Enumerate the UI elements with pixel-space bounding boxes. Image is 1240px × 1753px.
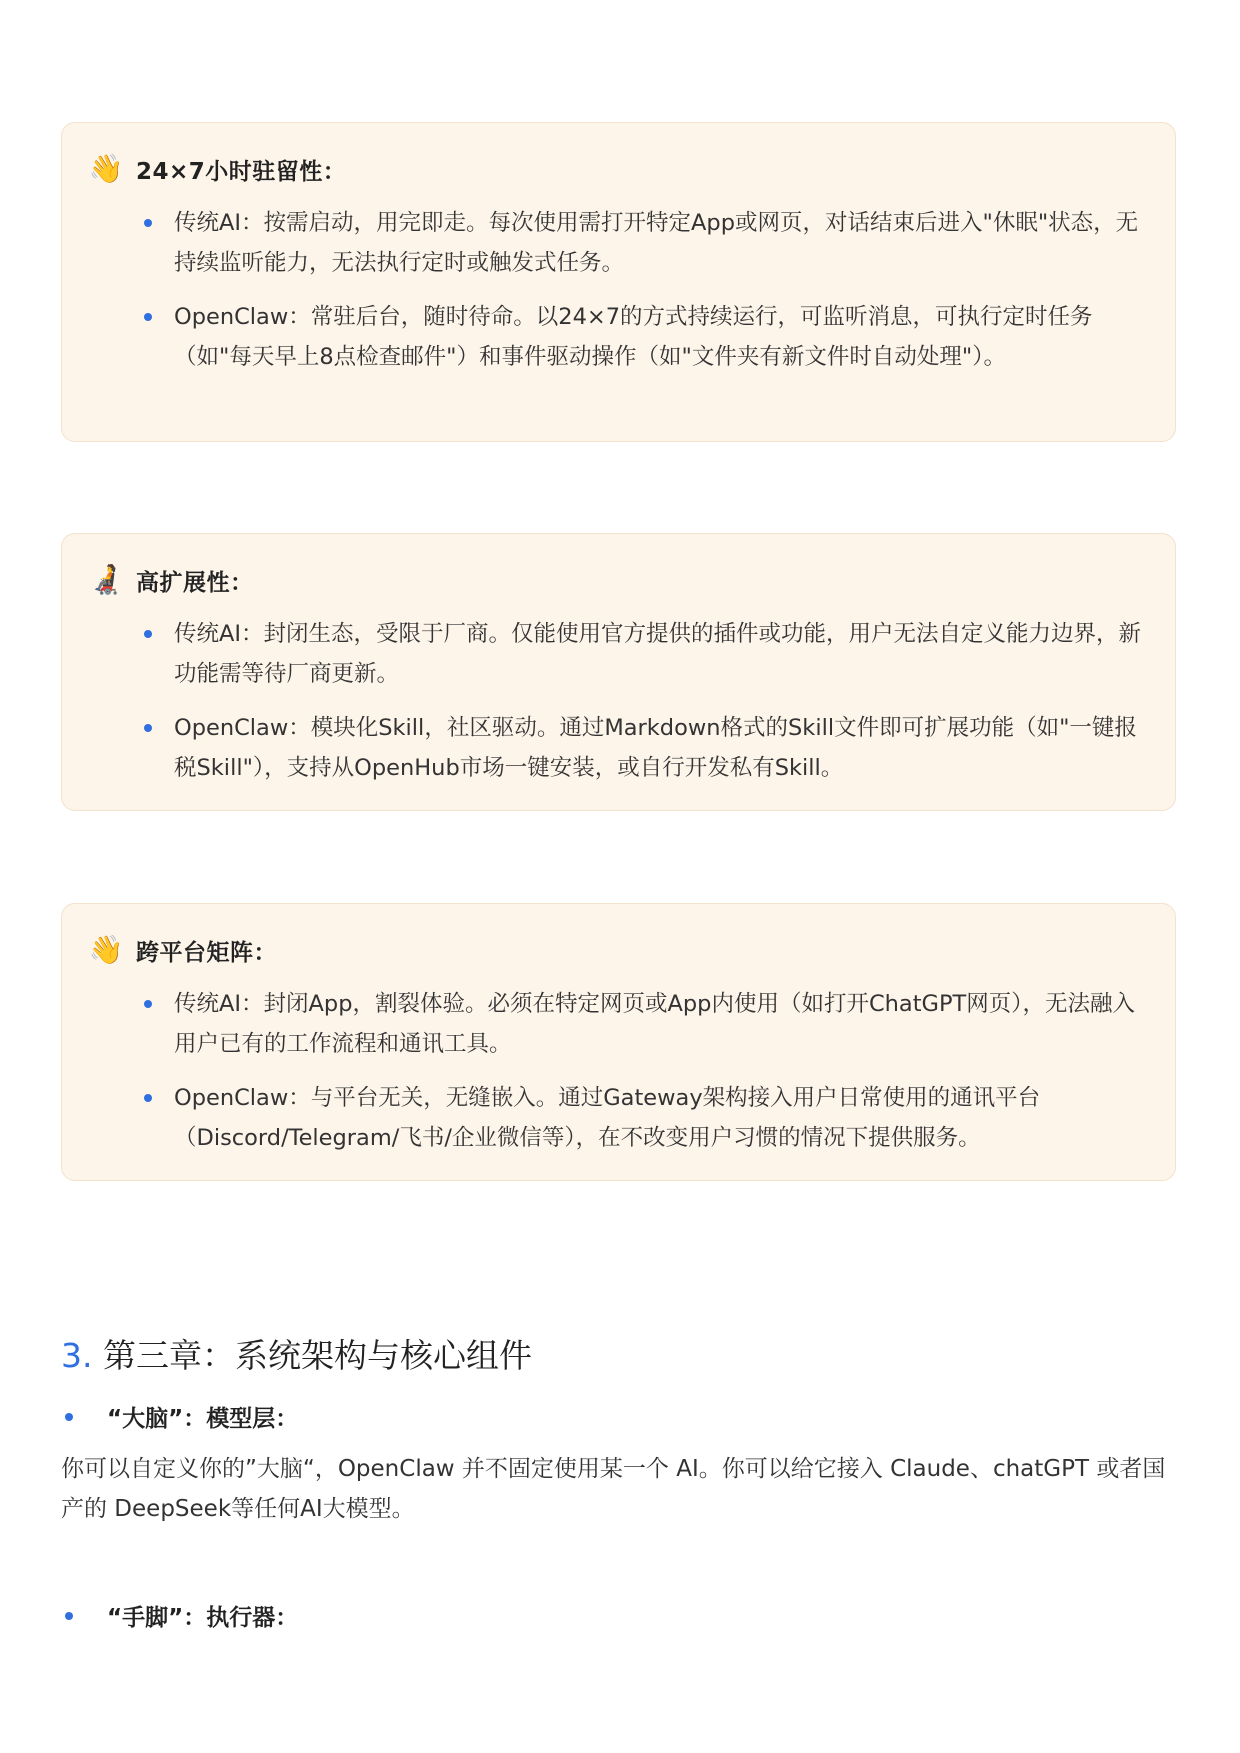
section-heading [61, 1330, 532, 1377]
list-item-text: 传统AI：按需启动，用完即走。每次使用需打开特定App或网页，对话结束后进入"休眠"状态，无持续监听能力，无法执行定时或触发式任务。 [174, 210, 1139, 276]
callout-title: 跨平台矩阵： [136, 939, 277, 966]
list-item [62, 1078, 1177, 1158]
callout-cross-platform [61, 903, 1176, 1181]
bullet-dot [65, 1612, 73, 1620]
section-title: 第三章：系统架构与核心组件 [103, 1336, 532, 1375]
bullet-dot [144, 313, 152, 321]
callout-list [62, 614, 1177, 802]
list-item [62, 203, 1177, 283]
callout-title: 高扩展性： [136, 569, 254, 596]
bullet-heading-text: “手脚”：执行器： [107, 1605, 299, 1631]
list-item-text: 传统AI：封闭生态，受限于厂商。仅能使用官方提供的插件或功能，用户无法自定义能力边界，新功能需等待厂商更新。 [174, 621, 1142, 687]
list-item-text: OpenClaw：与平台无关，无缝嵌入。通过Gateway架构接入用户日常使用的通讯平台（Discord/Telegram/飞书/企业微信等），在不改变用户习惯的情况下提供服务。 [174, 1085, 1041, 1151]
callout-extensibility [61, 533, 1176, 811]
bullet-dot [65, 1413, 73, 1421]
bullet-dot [144, 219, 152, 227]
bullet-dot [144, 630, 152, 638]
bullet-dot [144, 1000, 152, 1008]
callout-title: 24×7小时驻留性： [136, 158, 347, 185]
callout-persistence [61, 122, 1176, 442]
callout-header [86, 149, 346, 189]
list-item [62, 708, 1177, 788]
list-item [62, 297, 1177, 377]
section-number: 3. [61, 1336, 93, 1375]
person-in-wheelchair-icon: 🧑‍🦼 [88, 563, 124, 596]
callout-header [86, 560, 254, 600]
brain-paragraph: 你可以自定义你的”大脑“，OpenClaw 并不固定使用某一个 AI。你可以给它接入 Claude、chatGPT 或者国产的 DeepSeek等任何AI大模型。 [61, 1456, 1166, 1522]
list-item-text: OpenClaw：模块化Skill，社区驱动。通过Markdown格式的Skill文件即可扩展功能（如"一键报税Skill"），支持从OpenHub市场一键安装，或自行开发私有Skill。 [174, 715, 1137, 781]
list-item [62, 614, 1177, 694]
bullet-dot [144, 1094, 152, 1102]
callout-header [86, 930, 277, 970]
bullet-heading-limbs [61, 1599, 298, 1632]
list-item-text: 传统AI：封闭App，割裂体验。必须在特定网页或App内使用（如打开ChatGPT网页），无法融入用户已有的工作流程和通讯工具。 [174, 991, 1136, 1057]
bullet-heading-text: “大脑”：模型层： [107, 1406, 299, 1432]
bullet-dot [144, 724, 152, 732]
callout-list [62, 203, 1177, 391]
list-item-text: OpenClaw：常驻后台，随时待命。以24×7的方式持续运行，可监听消息，可执行定时任务（如"每天早上8点检查邮件"）和事件驱动操作（如"文件夹有新文件时自动处理"）。 [174, 304, 1093, 370]
callout-list [62, 984, 1177, 1172]
waving-hand-icon: 👋 [88, 933, 124, 966]
waving-hand-icon: 👋 [88, 152, 124, 185]
list-item [62, 984, 1177, 1064]
bullet-heading-brain [61, 1400, 298, 1433]
